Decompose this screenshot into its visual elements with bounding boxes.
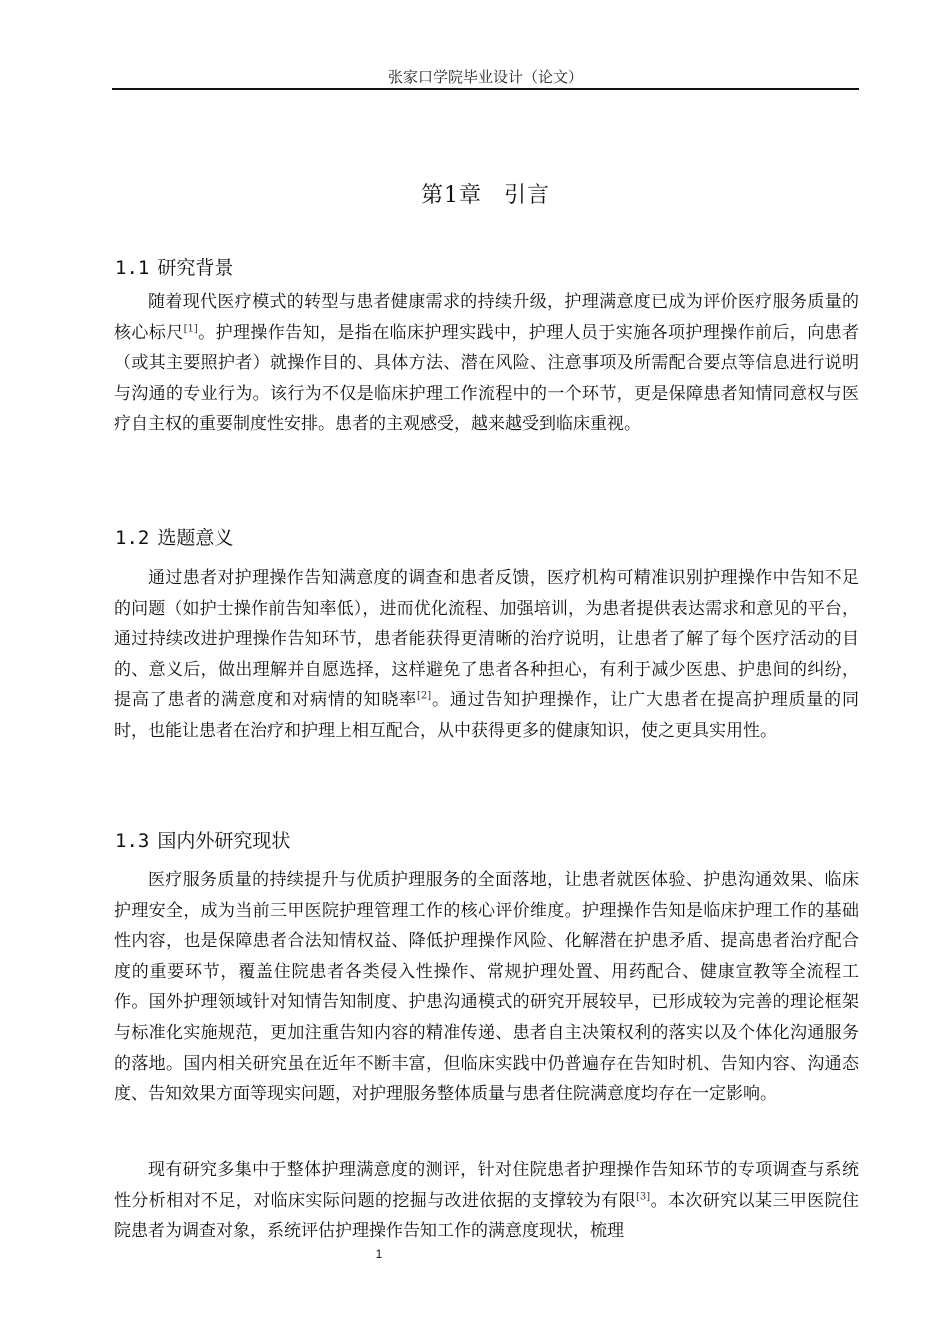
citation-ref: [1]: [183, 322, 198, 334]
paragraph-text: 。本次研究以某三甲医院住院患者为调查对象，系统评估护理操作告知工作的满意度现状，梳理: [114, 1190, 860, 1242]
section-title: 选题意义: [157, 527, 234, 549]
section-1-2-paragraph-1: [114, 563, 859, 747]
section-heading-1-2: [115, 523, 233, 550]
section-number: 1.1: [115, 257, 150, 279]
section-title: 国内外研究现状: [157, 830, 291, 852]
section-1-3-paragraph-1: [114, 865, 859, 1110]
citation-ref: [2]: [417, 690, 432, 702]
section-number: 1.3: [115, 830, 150, 852]
paragraph-text: 随着现代医疗模式的转型与患者健康需求的持续升级，护理满意度已成为评价医疗服务质量的核心标尺: [114, 292, 859, 343]
chapter-title: 引言: [503, 183, 550, 208]
paragraph-text: 医疗服务质量的持续提升与优质护理服务的全面落地，让患者就医体验、护患沟通效果、临床护理安全，成为当前三甲医院护理管理工作的核心评价维度。护理操作告知是临床护理工作的基础性内容，也是保障患者合法知情权益、降低护理操作风险、化解潜在护患矛盾、提高患者治疗配合度的重要环节，覆盖住院患者各类侵入性操作、常规护理处置、用药配合、健康宣教等全流程工作。国外护理领域针对知情告知制度、护患沟通模式的研究开展较早，已形成较为完善的理论框架与标准化实施规范，更加注重告知内容的精准传递、患者自主决策权利的落实以及个体化沟通服务的落地。国内相关研究虽在近年不断丰富，但临床实践中仍普遍存在告知时机、告知内容、沟通态度、告知效果方面等现实问题，对护理服务整体质量与患者住院满意度均存在一定影响。: [114, 870, 859, 1105]
header-rule: [112, 88, 859, 90]
section-number: 1.2: [115, 527, 150, 549]
running-header: 张家口学院毕业设计（论文）: [387, 68, 583, 86]
chapter-number: 第1章: [420, 183, 482, 208]
paragraph-text: 。通过告知护理操作，让广大患者在提高护理质量的同时，也能让患者在治疗和护理上相互配合，从中获得更多的健康知识，使之更具实用性。: [114, 690, 860, 741]
paragraph-text: 现有研究多集中于整体护理满意度的测评，针对住院患者护理操作告知环节的专项调查与系统性分析相对不足，对临床实际问题的挖掘与改进依据的支撑较为有限: [114, 1160, 859, 1211]
section-heading-1-1: [115, 253, 233, 280]
chapter-heading: [112, 178, 859, 209]
paragraph-text: 通过患者对护理操作告知满意度的调查和患者反馈，医疗机构可精准识别护理操作中告知不足的问题（如护士操作前告知率低），进而优化流程、加强培训，为患者提供表达需求和意见的平台，通过持续改进护理操作告知环节，患者能获得更清晰的治疗说明，让患者了解了每个医疗活动的目的、意义后，做出理解并自愿选择，这样避免了患者各种担心，有利于减少医患、护患间的纠纷，提高了患者的满意度和对病情的知晓率: [114, 568, 859, 711]
page-number: 1: [375, 1247, 383, 1261]
section-1-1-paragraph-1: [114, 287, 859, 440]
citation-ref: [3]: [636, 1190, 651, 1202]
section-title: 研究背景: [157, 257, 234, 279]
section-1-3-paragraph-2: [114, 1155, 859, 1247]
paragraph-text: 。护理操作告知，是指在临床护理实践中，护理人员于实施各项护理操作前后，向患者（或其主要照护者）就操作目的、具体方法、潜在风险、注意事项及所需配合要点等信息进行说明与沟通的专业行为。该行为不仅是临床护理工作流程中的一个环节，更是保障患者知情同意权与医疗自主权的重要制度性安排。患者的主观感受，越来越受到临床重视。: [114, 322, 860, 435]
section-heading-1-3: [115, 826, 290, 853]
